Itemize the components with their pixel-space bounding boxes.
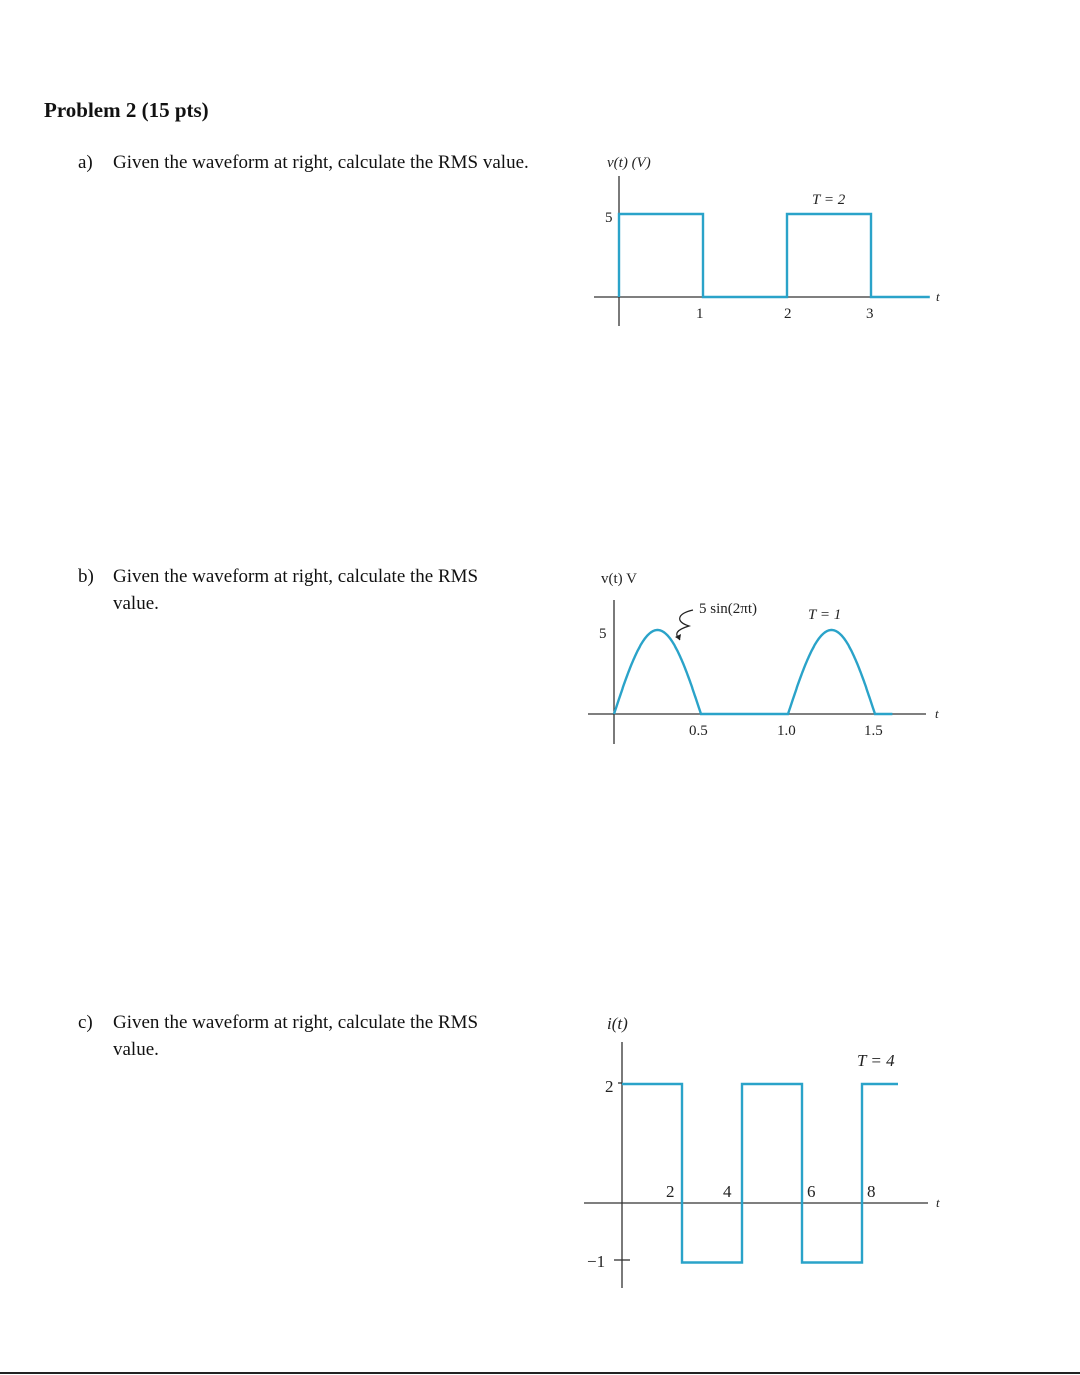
- part-a-letter: a): [78, 152, 93, 173]
- waveform-c-series-line: [622, 1084, 898, 1263]
- waveform-a-xtick-label: 1: [696, 306, 704, 322]
- waveform-c-axes: [584, 1042, 928, 1288]
- waveform-a-ylabel: v(t) (V): [607, 155, 651, 171]
- waveform-a-xlabel: t: [936, 289, 940, 304]
- waveform-b-xlabel: t: [935, 706, 939, 721]
- waveform-c-ytick-label: −1: [587, 1252, 606, 1271]
- waveform-b-xtick-label: 1.0: [777, 723, 796, 739]
- waveform-b-xtick-label: 1.5: [864, 723, 883, 739]
- part-c-letter: c): [78, 1012, 93, 1033]
- part-c-text-line1: Given the waveform at right, calculate the RMS: [113, 1012, 479, 1033]
- waveform-c-period-label: T = 4: [857, 1051, 895, 1070]
- part-b-letter: b): [78, 566, 94, 587]
- waveform-b-period-label: T = 1: [808, 607, 842, 623]
- waveform-b-xtick-label: 0.5: [689, 723, 708, 739]
- part-c-text-line2: value.: [113, 1039, 159, 1060]
- waveform-c-xtick-label: 4: [723, 1182, 732, 1201]
- problem-title: Problem 2 (15 pts): [44, 98, 209, 122]
- part-a-text: Given the waveform at right, calculate the RMS value.: [113, 152, 529, 173]
- waveform-a-ytick-label: 5: [605, 210, 613, 226]
- part-b-text-line1: Given the waveform at right, calculate the RMS: [113, 566, 479, 587]
- waveform-a-xtick-label: 2: [784, 306, 792, 322]
- page-bottom-rule: [0, 1372, 1080, 1374]
- waveform-c-xlabel: t: [936, 1195, 940, 1210]
- waveform-c-ytick-label: 2: [605, 1077, 614, 1096]
- waveform-b-annotation: 5 sin(2πt): [699, 601, 757, 617]
- waveform-b-ytick-label: 5: [599, 626, 607, 642]
- waveform-a-period-label: T = 2: [812, 192, 846, 208]
- part-b-text-line2: value.: [113, 593, 159, 614]
- waveform-c-xtick-label: 6: [807, 1182, 816, 1201]
- waveform-a-xtick-label: 3: [866, 306, 874, 322]
- waveform-c-xtick-label: 2: [666, 1182, 675, 1201]
- waveform-c-ylabel: i(t): [607, 1014, 628, 1033]
- waveform-b-ylabel: v(t) V: [601, 571, 637, 587]
- waveform-c-xtick-label: 8: [867, 1182, 876, 1201]
